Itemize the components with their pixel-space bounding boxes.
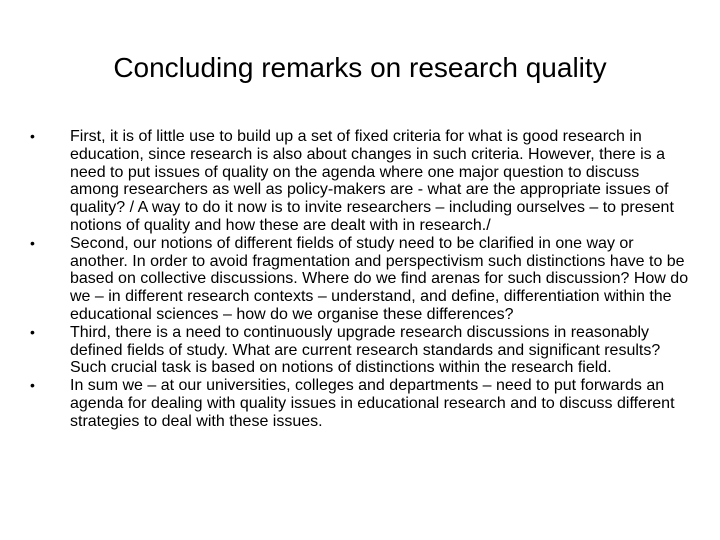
bullet-item-4 bbox=[30, 377, 690, 430]
bullet-icon: • bbox=[30, 377, 35, 394]
bullet-text: First, it is of little use to build up a set of fixed criteria for what is good research in education, since research is also about changes in such criteria. However, there is a need to put issues of quality on the agenda where one major question to discuss among researchers as well as policy-makers are - what are the appropriate issues of quality? / A way to do it now is to invite researchers – including ourselves – to present notions of quality and how these are dealt with in research./ bbox=[70, 128, 674, 234]
bullet-icon: • bbox=[30, 128, 35, 144]
bullet-list bbox=[30, 128, 690, 431]
bullet-icon: • bbox=[30, 234, 35, 251]
bullet-item-1 bbox=[30, 128, 690, 235]
bullet-text: Second, our notions of different fields of study need to be clarified in one way or another. In order to avoid fragmentation and perspectivism such distinctions have to be based on collective discussions. Where do we find arenas for such discussion? How do we – in different research contexts – understand, and define, differentiation within the educational sciences – how do we organise these differences? bbox=[70, 234, 689, 323]
bullet-item-2 bbox=[30, 235, 690, 324]
bullet-text: Third, there is a need to continuously upgrade research discussions in reasonably defined fields of study. What are current research standards and significant results? Such crucial task is based on notions of distinctions within the research field. bbox=[70, 323, 661, 377]
bullet-item-3 bbox=[30, 324, 690, 377]
bullet-icon: • bbox=[30, 323, 35, 340]
bullet-text: In sum we – at our universities, colleges and departments – need to put forwards an agenda for dealing with quality issues in educational research and to discuss different strategies to deal with these issues. bbox=[70, 377, 675, 430]
slide-title: Concluding remarks on research quality bbox=[113, 52, 607, 83]
